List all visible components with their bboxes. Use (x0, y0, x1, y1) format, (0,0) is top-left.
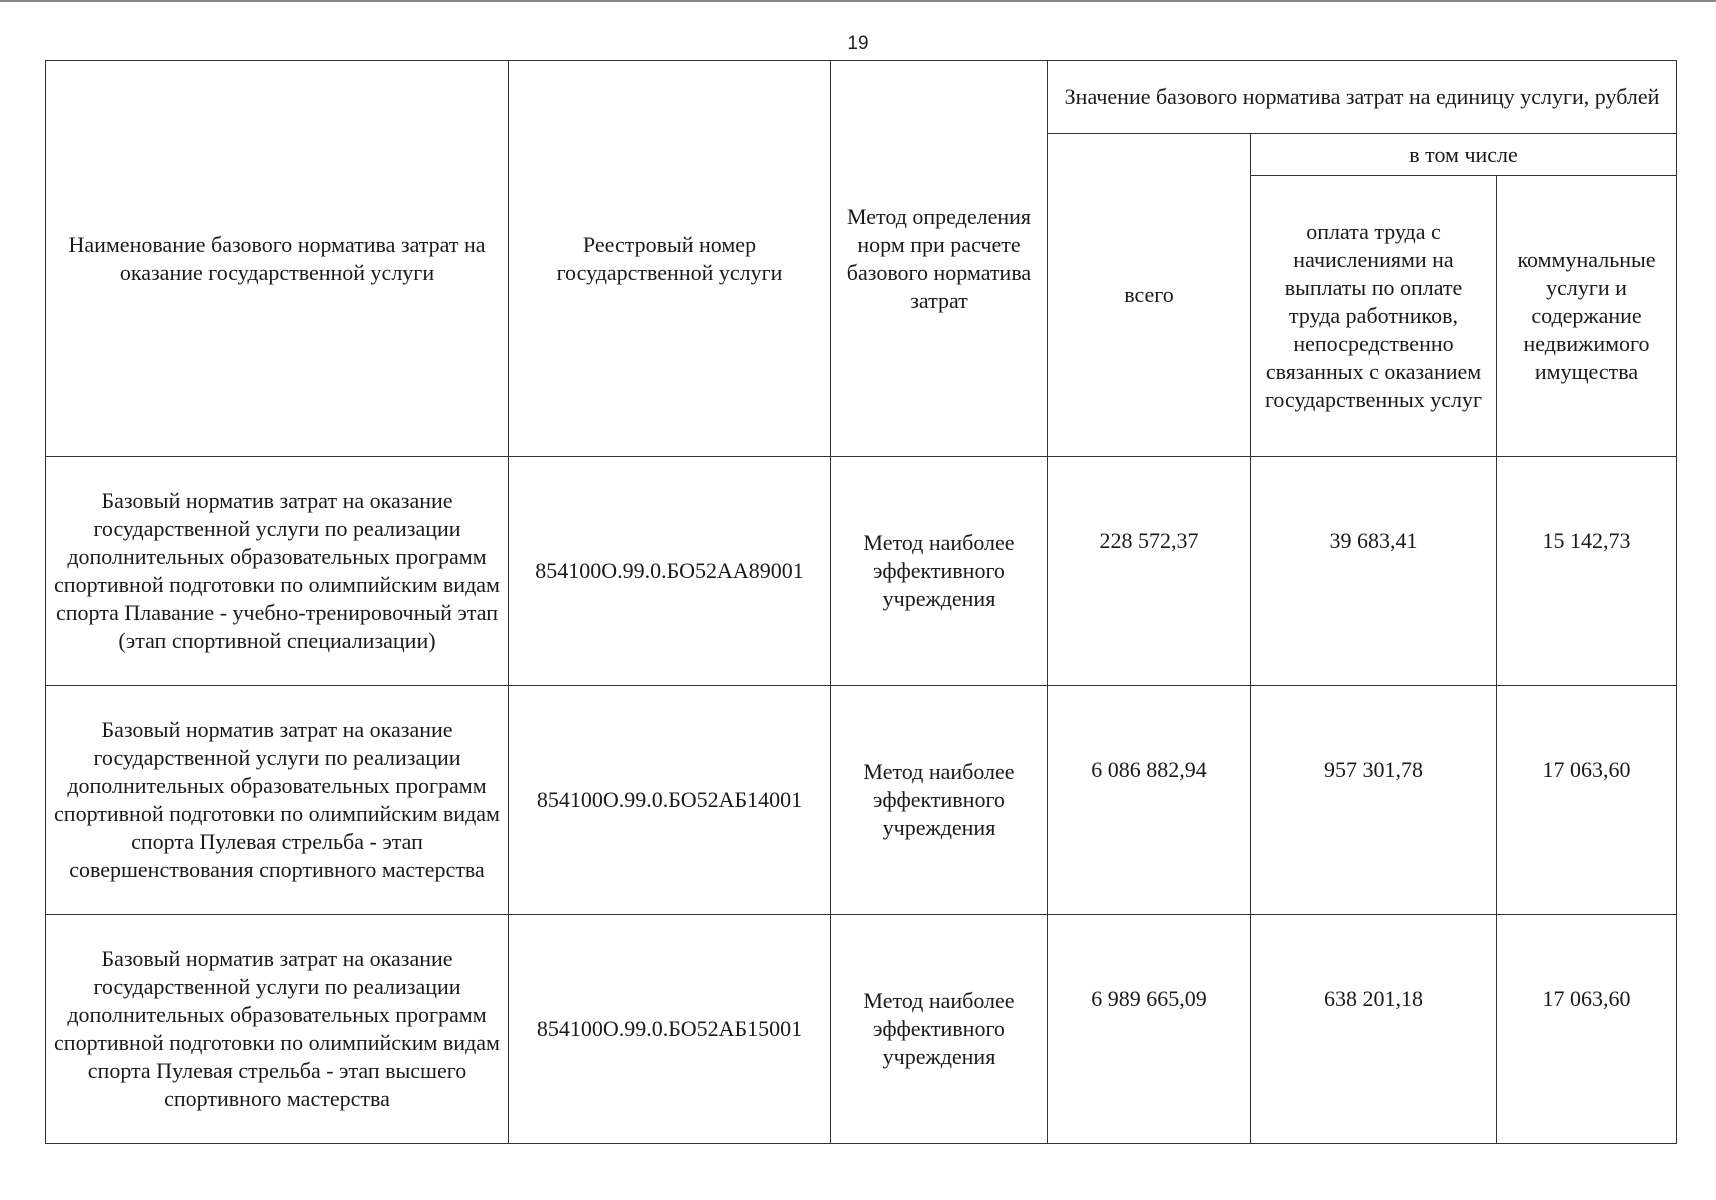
header-labor: оплата труда с начислениями на выплаты по оплате труда работников, непосредственно связанных с оказанием государственных услуг (1251, 176, 1497, 457)
cell-total: 6 086 882,94 (1048, 686, 1251, 915)
cell-utilities: 17 063,60 (1497, 686, 1677, 915)
cell-total: 6 989 665,09 (1048, 915, 1251, 1144)
page-number: 19 (847, 33, 869, 54)
cell-labor: 638 201,18 (1251, 915, 1497, 1144)
cell-name: Базовый норматив затрат на оказание государственной услуги по реализации дополнительных образовательных программ спортивной подготовки по олимпийским видам спорта Плавание - учебно-тренировочный этап (этап спортивной специализации) (46, 457, 509, 686)
table-row (46, 457, 1677, 686)
cell-utilities: 17 063,60 (1497, 915, 1677, 1144)
cell-labor: 957 301,78 (1251, 686, 1497, 915)
cell-method: Метод наиболее эффективного учреждения (831, 457, 1048, 686)
cell-method: Метод наиболее эффективного учреждения (831, 915, 1048, 1144)
cell-total: 228 572,37 (1048, 457, 1251, 686)
cell-registry: 854100О.99.0.БО52АБ14001 (509, 686, 831, 915)
header-total: всего (1048, 134, 1251, 457)
cell-name: Базовый норматив затрат на оказание государственной услуги по реализации дополнительных образовательных программ спортивной подготовки по олимпийским видам спорта Пулевая стрельба - этап совершенствования спортивного мастерства (46, 686, 509, 915)
norms-table (45, 60, 1677, 1144)
page-top-rule (0, 0, 1716, 2)
cell-labor: 39 683,41 (1251, 457, 1497, 686)
table-row (46, 686, 1677, 915)
cell-method: Метод наиболее эффективного учреждения (831, 686, 1048, 915)
header-registry: Реестровый номер государственной услуги (509, 61, 831, 457)
header-utilities: коммунальные услуги и содержание недвижимого имущества (1497, 176, 1677, 457)
cell-name: Базовый норматив затрат на оказание государственной услуги по реализации дополнительных образовательных программ спортивной подготовки по олимпийским видам спорта Пулевая стрельба - этап высшего спортивного мастерства (46, 915, 509, 1144)
cell-registry: 854100О.99.0.БО52АБ15001 (509, 915, 831, 1144)
header-name: Наименование базового норматива затрат на оказание государственной услуги (46, 61, 509, 457)
header-value-group: Значение базового норматива затрат на единицу услуги, рублей (1048, 61, 1677, 134)
cell-registry: 854100О.99.0.БО52АА89001 (509, 457, 831, 686)
header-including: в том числе (1251, 134, 1677, 176)
header-row-1 (46, 61, 1677, 134)
table-row (46, 915, 1677, 1144)
cell-utilities: 15 142,73 (1497, 457, 1677, 686)
header-method: Метод определения норм при расчете базового норматива затрат (831, 61, 1048, 457)
